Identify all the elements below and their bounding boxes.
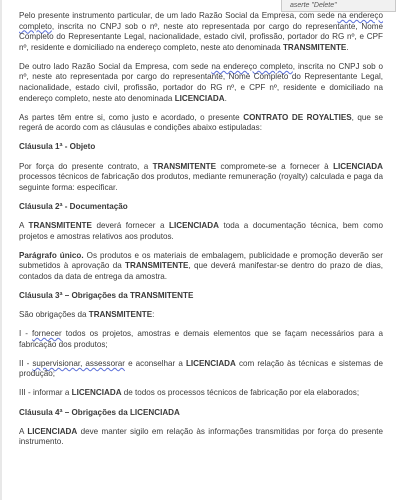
- text-run: deve manter sigilo em relação às informações transmitidas por força do presente instrumento.: [19, 426, 383, 447]
- text-run: II -: [19, 358, 33, 368]
- text-run: A: [19, 220, 29, 230]
- clause-1-paragraph: [19, 162, 383, 194]
- bold-term: CONTRATO DE ROYALTIES: [243, 112, 352, 122]
- bold-term: Parágrafo único.: [19, 250, 84, 260]
- text-run: todos os projetos, amostras e demais elementos que se façam necessários para a fabricação dos produtos;: [19, 329, 383, 349]
- text-run: :: [152, 309, 155, 319]
- paragraph-licenciada-party: [19, 62, 383, 104]
- clause-3-title: Cláusula 3ª – Obrigações da TRANSMITENTE: [19, 290, 194, 300]
- text-run: A: [19, 426, 28, 436]
- bold-term: TRANSMITENTE: [152, 161, 217, 171]
- spellcheck-word[interactable]: supervisionar, assessorar: [32, 358, 125, 368]
- bold-term: LICENCIADA: [333, 161, 383, 171]
- bold-term: TRANSMITENTE: [125, 261, 189, 271]
- text-run: I -: [19, 329, 33, 339]
- bold-term: TRANSMITENTE: [282, 42, 347, 52]
- bold-term: LICENCIADA: [27, 426, 78, 436]
- text-run: , que se regerá de acordo com as cláusulas e condições abaixo estipuladas:: [19, 112, 383, 133]
- clause-3-intro: [19, 310, 383, 321]
- clause-2-paragraph: [19, 221, 383, 242]
- bold-term: LICENCIADA: [71, 388, 122, 398]
- text-run: , inscrita no CNPJ sob o nº, neste ato representada por cargo do representante, Nome Completo do Representante Legal, nacionalidade, estado civil, profissão, portador do RG nº, e CPF nº, residente e domiciliado na endereço completo, neste ato denominada: [19, 21, 383, 52]
- clause-3-item-i: [19, 329, 383, 350]
- clause-4-title: Cláusula 4ª – Obrigações da LICENCIADA: [19, 407, 180, 417]
- text-run: Os produtos e os materiais de embalagem, publicidade e promoção deverão ser submetidos à aprovação da: [19, 250, 383, 271]
- tooltip-text: aserte "Delete": [290, 2, 337, 9]
- text-run: e aconselhar a: [124, 358, 186, 368]
- clause-2-title: Cláusula 2ª - Documentação: [19, 201, 128, 211]
- text-run: processos técnicos de fabricação dos produtos, mediante remuneração (royalty) calculada e paga da seguinte forma: especificar.: [19, 172, 383, 192]
- text-run: III - informar a: [19, 388, 72, 398]
- text-run: toda a documentação técnica, bem como projetos e amostras relativos aos produtos.: [19, 220, 383, 241]
- text-run: deverá fornecer a: [91, 220, 170, 230]
- text-run: , inscrita no CNPJ sob o nº, neste ato representada por cargo do representante, Nome Completo do Representante Legal, nacionalidade, estado civil, profissão, portador do RG nº, e CPF nº, residente e domiciliado na endereço completo, neste ato denominada: [19, 61, 383, 103]
- text-run: .: [224, 93, 227, 103]
- clause-3-item-iii: [19, 388, 383, 399]
- text-run: De outro lado Razão Social da Empresa, com sede: [19, 61, 212, 71]
- text-run: .: [346, 42, 349, 52]
- bold-term: LICENCIADA: [185, 358, 236, 368]
- bold-term: LICENCIADA: [169, 220, 219, 230]
- text-run: de todos os processos técnicos de fabricação por ela elaborados;: [121, 388, 360, 398]
- text-run: Por força do presente contrato, a: [19, 161, 153, 171]
- text-run: , que deverá manifestar-se dentro do prazo de dias, contados da data de entrega da amostra.: [19, 261, 383, 281]
- spellcheck-word[interactable]: fornecer: [32, 329, 62, 339]
- clause-2-sole-paragraph: [19, 251, 383, 283]
- left-margin-bar: [0, 0, 2, 500]
- bold-term: TRANSMITENTE: [28, 220, 92, 230]
- spellcheck-word[interactable]: na endereço completo: [211, 61, 293, 71]
- paragraph-agreement: [19, 113, 383, 134]
- text-run: Pelo presente instrumento particular, de um lado Razão Social da Empresa, com sede: [19, 11, 338, 20]
- bold-term: LICENCIADA: [174, 93, 225, 103]
- clause-1-title: Cláusula 1ª - Objeto: [19, 142, 96, 152]
- spellcheck-word[interactable]: na endereço completo: [19, 11, 383, 31]
- document-body: [19, 11, 383, 456]
- text-run: As partes têm entre si, como justo e acordado, o presente: [19, 112, 244, 122]
- text-run: São obrigações da: [19, 309, 89, 319]
- bold-term: TRANSMITENTE: [88, 309, 153, 319]
- clause-3-item-ii: [19, 359, 383, 380]
- paragraph-transmitente-party: [19, 11, 383, 53]
- clause-4-paragraph: [19, 427, 383, 448]
- text-run: com relação às técnicas e sistemas de produção;: [19, 358, 383, 379]
- text-run: compromete-se a fornecer à: [216, 161, 334, 171]
